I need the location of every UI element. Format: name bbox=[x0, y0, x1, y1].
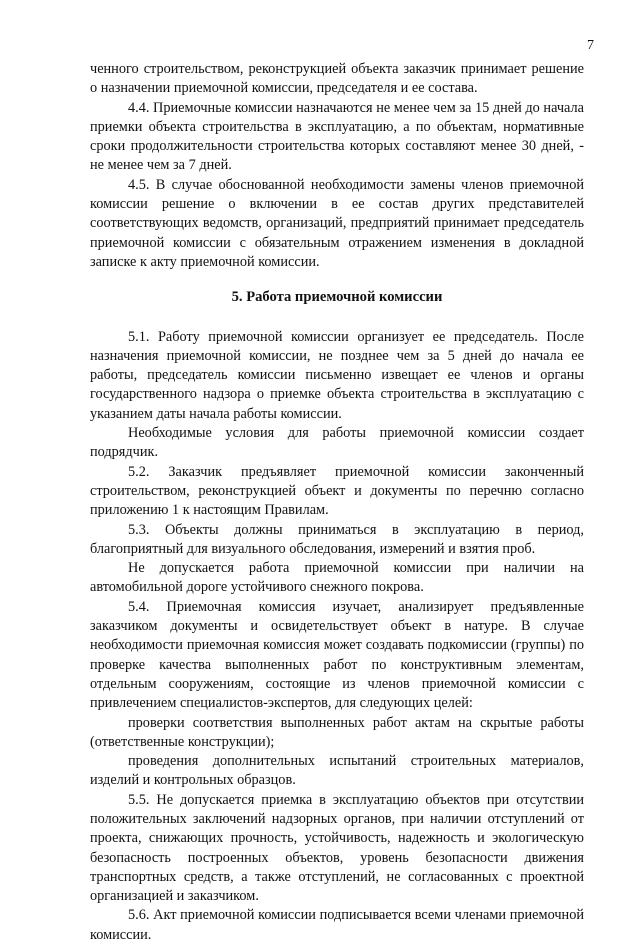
page-number: 7 bbox=[587, 38, 594, 53]
paragraph-5-4: 5.4. Приемочная комиссия изучает, анализирует предъявленные заказчиком документы и освидетельствует объект в натуре. В случае необходимости приемочная комиссия может создавать подкомиссии (группы) по проверке качества выполненных работ по конструктивным элементам, отдельным сооружениям, состоящие из членов приемочной комиссии с привлечением специалистов-экспертов, для следующих целей: bbox=[90, 598, 584, 712]
list-item-tests: проведения дополнительных испытаний строительных материалов, изделий и контрольных образцов. bbox=[90, 753, 584, 789]
paragraph-5-3: 5.3. Объекты должны приниматься в эксплуатацию в период, благоприятный для визуального обследования, измерений и взятия проб. bbox=[90, 521, 584, 557]
paragraph-conditions: Необходимые условия для работы приемочной комиссии создает подрядчик. bbox=[90, 425, 584, 461]
section-heading: 5. Работа приемочной комиссии bbox=[231, 289, 443, 306]
paragraph-5-2: 5.2. Заказчик предъявляет приемочной комиссии законченный строительством, реконструкцией объект и документы по перечню согласно приложению 1 к настоящим Правилам. bbox=[90, 463, 584, 519]
paragraph-continuation: ченного строительством, реконструкцией объекта заказчик принимает решение о назначении приемочной комиссии, председателя и ее состава. bbox=[90, 61, 584, 97]
paragraph-4-5: 4.5. В случае обоснованной необходимости замены членов приемочной комиссии решение о включении в ее состав других представителей соответствующих ведомств, организаций, предприятий принимает председатель приемочной комиссии с обязательным отражением изменения в докладной записке к акту приемочной комиссии. bbox=[90, 176, 584, 270]
document-body bbox=[90, 60, 584, 945]
paragraph-5-5: 5.5. Не допускается приемка в эксплуатацию объектов при отсутствии положительных заключений надзорных органов, при наличии отступлений от проекта, снижающих прочность, устойчивость, надежность и экологическую безопасность построенных объектов, уровень безопасности движения транспортных средств, а также отступлений, не согласованных с проектной организацией и заказчиком. bbox=[90, 791, 584, 905]
paragraph-4-4: 4.4. Приемочные комиссии назначаются не менее чем за 15 дней до начала приемки объекта строительства в эксплуатацию, а по объектам, нормативные сроки продолжительности строительства которых составляют менее 30 дней, - не менее чем за 7 дней. bbox=[90, 99, 584, 174]
paragraph-5-6: 5.6. Акт приемочной комиссии подписывается всеми членами приемочной комиссии. bbox=[90, 907, 584, 943]
paragraph-snow: Не допускается работа приемочной комиссии при наличии на автомобильной дороге устойчивого снежного покрова. bbox=[90, 560, 584, 596]
paragraph-5-1: 5.1. Работу приемочной комиссии организует ее председатель. После назначения приемочной комиссии, не позднее чем за 5 дней до начала ее работы, председатель комиссии письменно извещает ее членов и органы государственного надзора о приемке объекта строительства в эксплуатацию с указанием даты начала работы комиссии. bbox=[90, 328, 584, 422]
list-item-checks: проверки соответствия выполненных работ актам на скрытые работы (ответственные конструкции); bbox=[90, 714, 584, 750]
